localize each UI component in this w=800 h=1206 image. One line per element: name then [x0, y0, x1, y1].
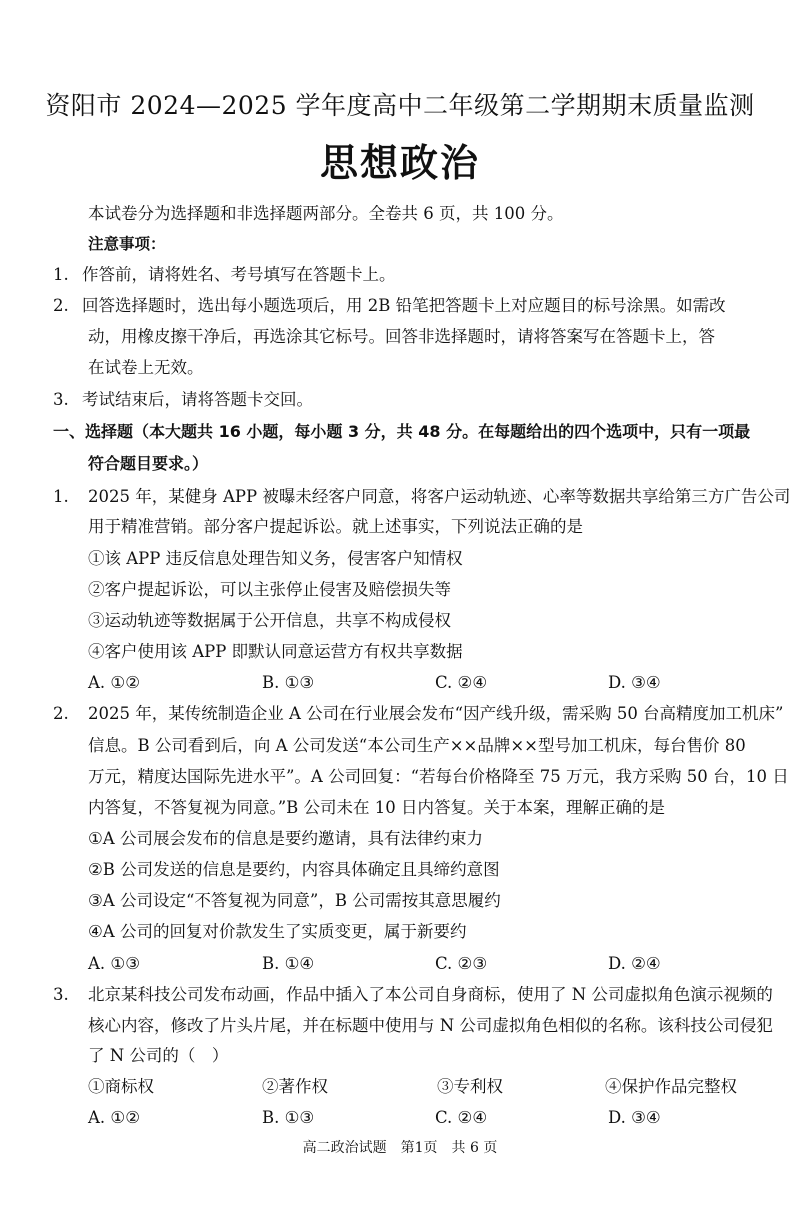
- notice-num: 3.: [53, 390, 69, 409]
- question-statement: ①A 公司展会发布的信息是要约邀请，具有法律约束力: [88, 829, 483, 848]
- question-statement: ③A 公司设定“不答复视为同意”，B 公司需按其意思履约: [88, 891, 501, 910]
- section-heading: 符合题目要求。）: [88, 454, 209, 473]
- answer-option-d[interactable]: D. ③④: [608, 673, 661, 692]
- notice-text: 回答选择题时，选出每小题选项后，用 2B 铅笔把答题卡上对应题目的标号涂黑。如需改: [82, 296, 726, 315]
- question-statement: ④客户使用该 APP 即默认同意运营方有权共享数据: [88, 642, 463, 661]
- answer-option-d[interactable]: D. ②④: [608, 954, 661, 973]
- answer-option-a[interactable]: A. ①②: [88, 673, 140, 692]
- question-statement: ③专利权: [437, 1077, 503, 1096]
- question-number: 3.: [53, 985, 69, 1004]
- notice-num: 2.: [53, 296, 69, 315]
- question-statement: ②著作权: [262, 1077, 328, 1096]
- question-stem: 万元，精度达国际先进水平”。A 公司回复：“若每台价格降至 75 万元，我方采购 50 台，10 日: [88, 767, 789, 786]
- subject-title: 思想政治: [319, 141, 480, 185]
- question-statement: ②客户提起诉讼，可以主张停止侵害及赔偿损失等: [88, 580, 451, 599]
- question-statement: ②B 公司发送的信息是要约，内容具体确定且具缔约意图: [88, 860, 500, 879]
- question-statement: ④保护作品完整权: [605, 1077, 737, 1096]
- question-stem: 北京某科技公司发布动画，作品中插入了本公司自身商标，使用了 N 公司虚拟角色演示视频的: [88, 985, 773, 1004]
- question-stem: 2025 年，某健身 APP 被曝未经客户同意，将客户运动轨迹、心率等数据共享给第三方广告公司: [88, 487, 791, 506]
- exam-title: 资阳市 2024—2025 学年度高中二年级第二学期期末质量监测: [45, 91, 755, 120]
- answer-option-c[interactable]: C. ②④: [435, 1108, 488, 1127]
- question-statement: ③运动轨迹等数据属于公开信息，共享不构成侵权: [88, 611, 451, 630]
- question-statement: ①商标权: [88, 1077, 154, 1096]
- intro-line: 本试卷分为选择题和非选择题两部分。全卷共 6 页，共 100 分。: [88, 204, 564, 223]
- notice-text: 考试结束后，请将答题卡交回。: [82, 390, 313, 409]
- question-stem: 核心内容，修改了片头片尾，并在标题中使用与 N 公司虚拟角色相似的名称。该科技公司侵犯: [88, 1016, 773, 1035]
- question-stem: 信息。B 公司看到后，向 A 公司发送“本公司生产××品牌××型号加工机床，每台售价 80: [88, 736, 746, 755]
- question-statement: ④A 公司的回复对价款发生了实质变更，属于新要约: [88, 922, 467, 941]
- question-stem: 用于精准营销。部分客户提起诉讼。就上述事实，下列说法正确的是: [88, 517, 583, 536]
- notice-text: 在试卷上无效。: [88, 358, 204, 377]
- notice-text: 动，用橡皮擦干净后，再选涂其它标号。回答非选择题时，请将答案写在答题卡上，答: [88, 327, 715, 346]
- notice-label: 注意事项：: [88, 235, 166, 253]
- answer-option-a[interactable]: A. ①②: [88, 1108, 140, 1127]
- answer-option-c[interactable]: C. ②④: [435, 673, 488, 692]
- question-statement: ①该 APP 违反信息处理告知义务，侵害客户知情权: [88, 549, 463, 568]
- question-number: 2.: [53, 704, 69, 723]
- answer-option-d[interactable]: D. ③④: [608, 1108, 661, 1127]
- question-stem: 内答复，不答复视为同意。”B 公司未在 10 日内答复。关于本案，理解正确的是: [88, 798, 666, 817]
- answer-option-b[interactable]: B. ①③: [262, 673, 315, 692]
- question-stem: 了 N 公司的（ ）: [88, 1046, 229, 1065]
- notice-num: 1.: [53, 265, 69, 284]
- question-stem: 2025 年，某传统制造企业 A 公司在行业展会发布“因产线升级，需采购 50 台高精度加工机床”: [88, 704, 784, 723]
- notice-text: 作答前，请将姓名、考号填写在答题卡上。: [82, 265, 396, 284]
- answer-option-a[interactable]: A. ①③: [88, 954, 140, 973]
- answer-option-b[interactable]: B. ①④: [262, 954, 315, 973]
- answer-option-c[interactable]: C. ②③: [435, 954, 488, 973]
- answer-option-b[interactable]: B. ①③: [262, 1108, 315, 1127]
- question-number: 1.: [53, 487, 69, 506]
- page-footer: 高二政治试题 第1页 共 6 页: [302, 1140, 498, 1156]
- section-heading: 一、选择题（本大题共 16 小题，每小题 3 分，共 48 分。在每题给出的四个选项中，只有一项最: [53, 422, 751, 441]
